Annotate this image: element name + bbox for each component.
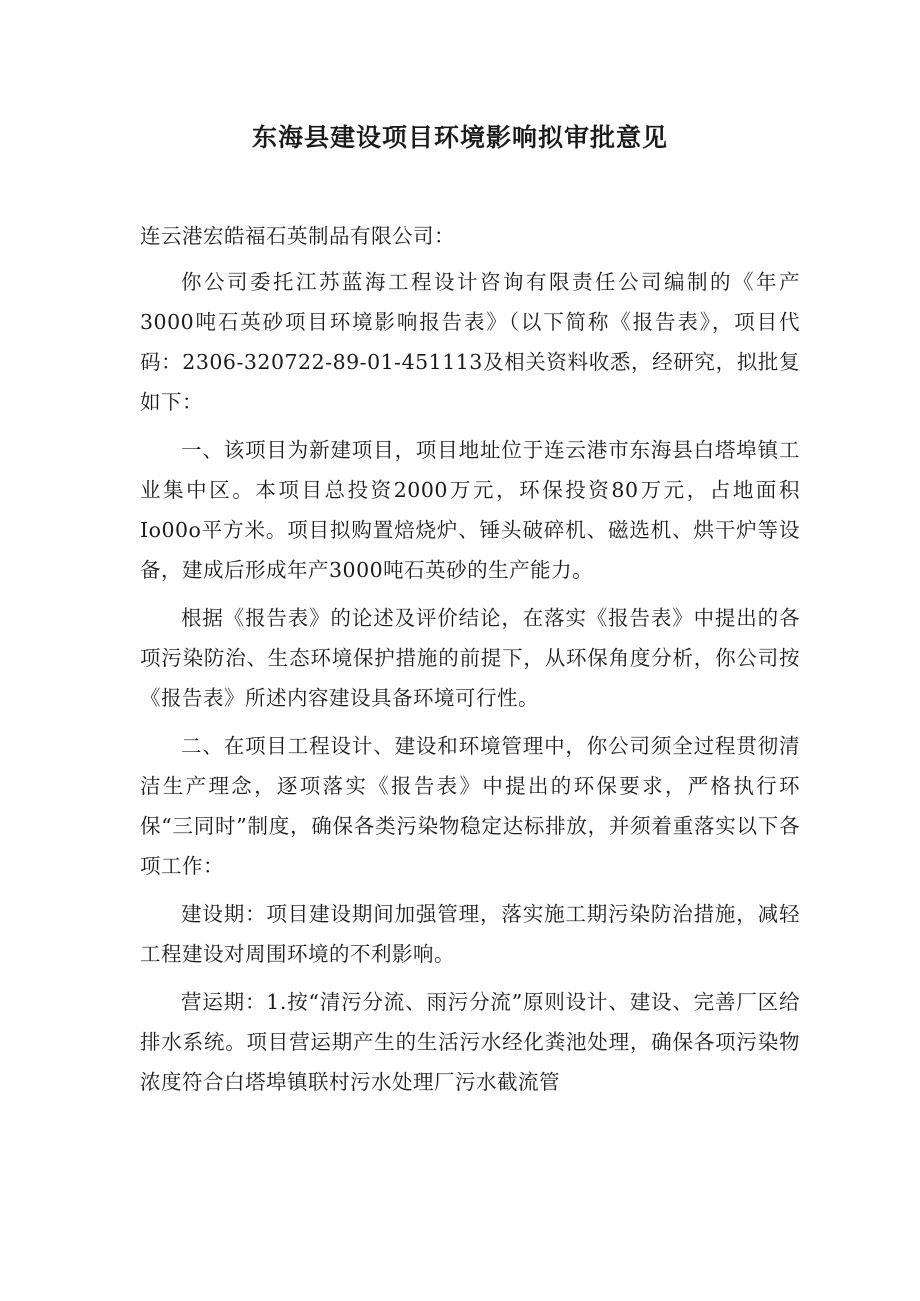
document-body — [140, 216, 800, 1110]
paragraph-intro: 你公司委托江苏蓝海工程设计咨询有限责任公司编制的《年产3000吨石英砂项目环境影响报告表》（以下简称《报告表》，项目代码：2306-320722-89-01-451113及相关资料收悉，经研究，拟批复如下： — [140, 270, 800, 414]
paragraph-operation-period: 营运期：1.按“清污分流、雨污分流”原则设计、建设、完善厂区给排水系统。项目营运期产生的生活污水经化粪池处理，确保各项污染物浓度符合白塔埠镇联村污水处理厂污水截流管 — [140, 990, 800, 1094]
document-title: 东海县建设项目环境影响拟审批意见 — [251, 123, 668, 152]
paragraph-requirements: 二、在项目工程设计、建设和环境管理中，你公司须全过程贯彻清洁生产理念，逐项落实《报告表》中提出的环保要求，严格执行环保“三同时”制度，确保各类污染物稳定达标排放，并须着重落实以下各项工作： — [140, 734, 800, 878]
paragraph-project-overview: 一、该项目为新建项目，项目地址位于连云港市东海县白塔埠镇工业集中区。本项目总投资2000万元，环保投资80万元，占地面积Io00o平方米。项目拟购置焙烧炉、锤头破碎机、磁选机、烘干炉等设备，建成后形成年产3000吨石英砂的生产能力。 — [140, 438, 800, 582]
paragraph-assessment-conclusion: 根据《报告表》的论述及评价结论，在落实《报告表》中提出的各项污染防治、生态环境保护措施的前提下，从环保角度分析，你公司按《报告表》所述内容建设具备环境可行性。 — [140, 606, 800, 710]
salutation: 连云港宏皓福石英制品有限公司： — [140, 224, 455, 248]
paragraph-construction-period: 建设期：项目建设期间加强管理，落实施工期污染防治措施，减轻工程建设对周围环境的不利影响。 — [140, 902, 800, 966]
